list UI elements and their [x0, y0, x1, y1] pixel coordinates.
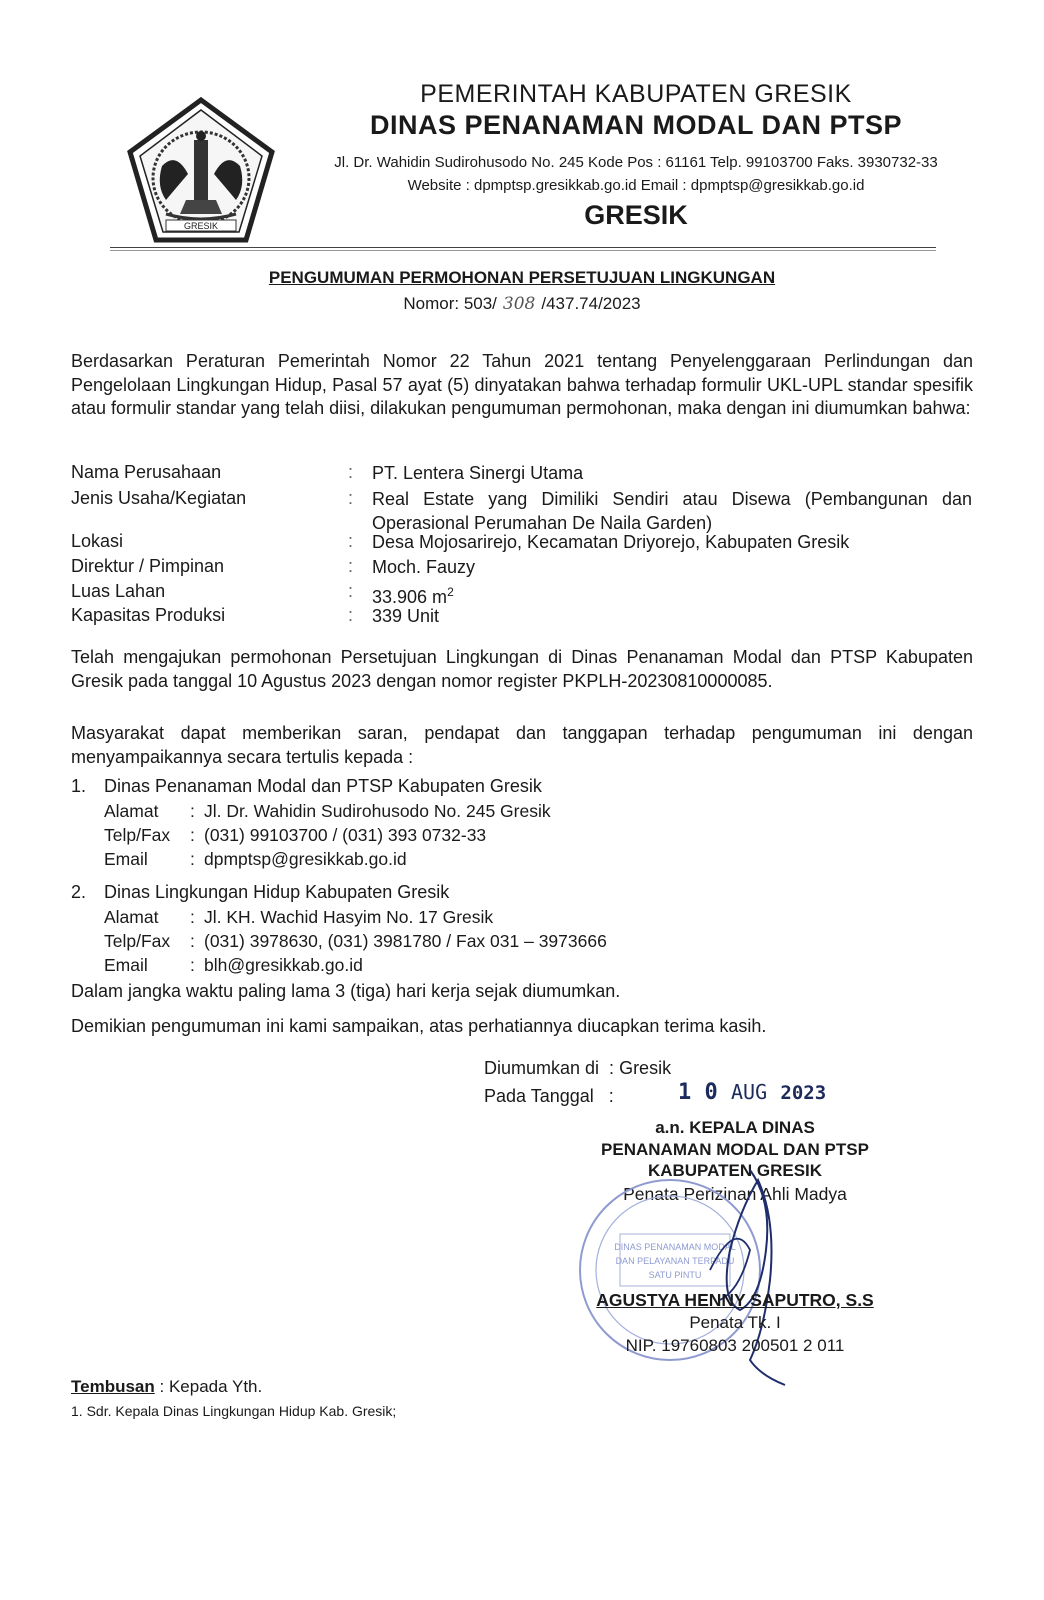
detail-label: Nama Perusahaan	[71, 462, 222, 482]
detail-label: Luas Lahan	[71, 581, 166, 601]
deadline-paragraph: Dalam jangka waktu paling lama 3 (tiga) hari kerja sejak diumumkan.	[71, 981, 621, 1001]
contact-item	[71, 882, 971, 982]
detail-value: Moch. Fauzy	[372, 557, 476, 577]
stamp-line-2: DAN PELAYANAN TERPADU	[615, 1256, 735, 1266]
feedback-paragraph: Masyarakat dapat memberikan saran, pendapat dan tanggapan terhadap pengumuman ini dengan menyampaikannya secara tertulis kepada :	[71, 723, 973, 767]
contact-label: Alamat	[104, 907, 159, 927]
closing-paragraph: Demikian pengumuman ini kami sampaikan, atas perhatiannya diucapkan terima kasih.	[71, 1016, 767, 1036]
detail-label: Lokasi	[71, 531, 124, 551]
contact-number: 2.	[71, 882, 87, 902]
letterhead-government: PEMERINTAH KABUPATEN GRESIK	[420, 80, 852, 108]
contact-row	[104, 825, 904, 847]
letterhead-address: Jl. Dr. Wahidin Sudirohusodo No. 245 Kode Pos : 61161 Telp. 99103700 Faks. 3930732-33	[334, 154, 938, 171]
signatory-name: AGUSTYA HENNY SAPUTRO, S.S	[596, 1290, 874, 1310]
letterhead-divider-thin	[110, 250, 936, 251]
detail-colon: :	[348, 581, 354, 601]
detail-value: PT. Lentera Sinergi Utama	[372, 463, 584, 483]
detail-colon: :	[348, 556, 354, 576]
handwritten-number: 308	[502, 294, 536, 314]
sign-office-region: KABUPATEN GRESIK	[647, 1161, 823, 1180]
contact-row	[104, 955, 904, 977]
contact-value: dpmptsp@gresikkab.go.id	[204, 849, 407, 869]
contact-label: Alamat	[104, 801, 159, 821]
contact-value: Jl. KH. Wachid Hasyim No. 17 Gresik	[204, 907, 494, 927]
contact-value: (031) 99103700 / (031) 393 0732-33	[204, 825, 487, 845]
contact-row	[104, 931, 904, 953]
contact-value: Jl. Dr. Wahidin Sudirohusodo No. 245 Gresik	[204, 801, 551, 821]
sign-on-behalf: a.n. KEPALA DINAS	[655, 1118, 815, 1137]
contact-item	[71, 776, 971, 876]
announced-at: Diumumkan di : Gresik	[484, 1058, 672, 1078]
contact-colon: :	[190, 801, 195, 821]
tembusan-heading: Tembusan : Kepada Yth.	[71, 1377, 263, 1396]
sign-office: PENANAMAN MODAL DAN PTSP	[601, 1140, 869, 1159]
detail-colon: :	[348, 488, 354, 508]
signatory-rank: Penata Tk. I	[689, 1313, 781, 1332]
contact-row	[104, 907, 904, 929]
stamp-line-1: DINAS PENANAMAN MODAL	[614, 1242, 736, 1252]
detail-colon: :	[348, 462, 354, 482]
contact-label: Email	[104, 955, 148, 975]
letterhead-divider	[110, 247, 936, 248]
contact-value: (031) 3978630, (031) 3981780 / Fax 031 – 3973666	[204, 931, 607, 951]
logo-text: GRESIK	[183, 221, 219, 231]
letterhead-city: GRESIK	[584, 200, 688, 230]
detail-label: Kapasitas Produksi	[71, 605, 226, 625]
contact-colon: :	[190, 955, 195, 975]
contact-colon: :	[190, 907, 195, 927]
detail-value: Desa Mojosarirejo, Kecamatan Driyorejo, Kabupaten Gresik	[372, 532, 850, 552]
submission-paragraph: Telah mengajukan permohonan Persetujuan Lingkungan di Dinas Penanaman Modal dan PTSP Kabupaten Gresik pada tanggal 10 Agustus 2023 dengan nomor register PKPLH-20230810000085.	[71, 647, 973, 691]
detail-value: Real Estate yang Dimiliki Sendiri atau Disewa (Pembangunan dan Operasional Perumahan De Naila Garden)	[372, 489, 972, 533]
tembusan-item: 1. Sdr. Kepala Dinas Lingkungan Hidup Kab. Gresik;	[71, 1403, 397, 1419]
detail-label: Jenis Usaha/Kegiatan	[71, 488, 247, 508]
contact-label: Email	[104, 849, 148, 869]
contact-label: Telp/Fax	[104, 825, 171, 845]
document-number: Nomor: 503/ 308 /437.74/2023	[403, 294, 641, 314]
intro-paragraph: Berdasarkan Peraturan Pemerintah Nomor 22 Tahun 2021 tentang Penyelenggaraan Perlindungan dan Pengelolaan Lingkungan Hidup, Pasal 57 ayat (5) dinyatakan bahwa terhadap formulir UKL-UPL standar spesifik atau formulir standar yang telah diisi, dilakukan pengumuman permohonan, maka dengan ini diumumkan bahwa:	[71, 351, 973, 418]
document-title: PENGUMUMAN PERMOHONAN PERSETUJUAN LINGKUNGAN	[268, 268, 776, 287]
contact-number: 1.	[71, 776, 87, 796]
announced-date: Pada Tanggal :	[484, 1086, 614, 1106]
contact-colon: :	[190, 849, 195, 869]
letterhead-agency: DINAS PENANAMAN MODAL DAN PTSP	[369, 110, 903, 140]
detail-colon: :	[348, 605, 354, 625]
sign-position: Penata Perizinan Ahli Madya	[623, 1184, 847, 1204]
contact-row	[104, 801, 904, 823]
contact-colon: :	[190, 825, 195, 845]
detail-value: 33.906 $m^2$	[372, 585, 454, 607]
contact-label: Telp/Fax	[104, 931, 171, 951]
letterhead-web: Website : dpmptsp.gresikkab.go.id Email : dpmptsp@gresikkab.go.id	[407, 177, 865, 194]
contact-agency: Dinas Penanaman Modal dan PTSP Kabupaten Gresik	[104, 776, 542, 796]
detail-label: Direktur / Pimpinan	[71, 556, 225, 576]
detail-colon: :	[348, 531, 354, 551]
gresik-regency-logo	[126, 96, 276, 244]
contact-agency: Dinas Lingkungan Hidup Kabupaten Gresik	[104, 882, 450, 902]
date-stamp: 1 0 AUG 2023	[678, 1080, 827, 1105]
detail-value: 339 Unit	[372, 606, 440, 626]
stamp-line-3: SATU PINTU	[648, 1270, 702, 1280]
contact-colon: :	[190, 931, 195, 951]
contact-value: blh@gresikkab.go.id	[204, 955, 363, 975]
signatory-nip: NIP. 19760803 200501 2 011	[625, 1336, 845, 1355]
contact-row	[104, 849, 904, 871]
